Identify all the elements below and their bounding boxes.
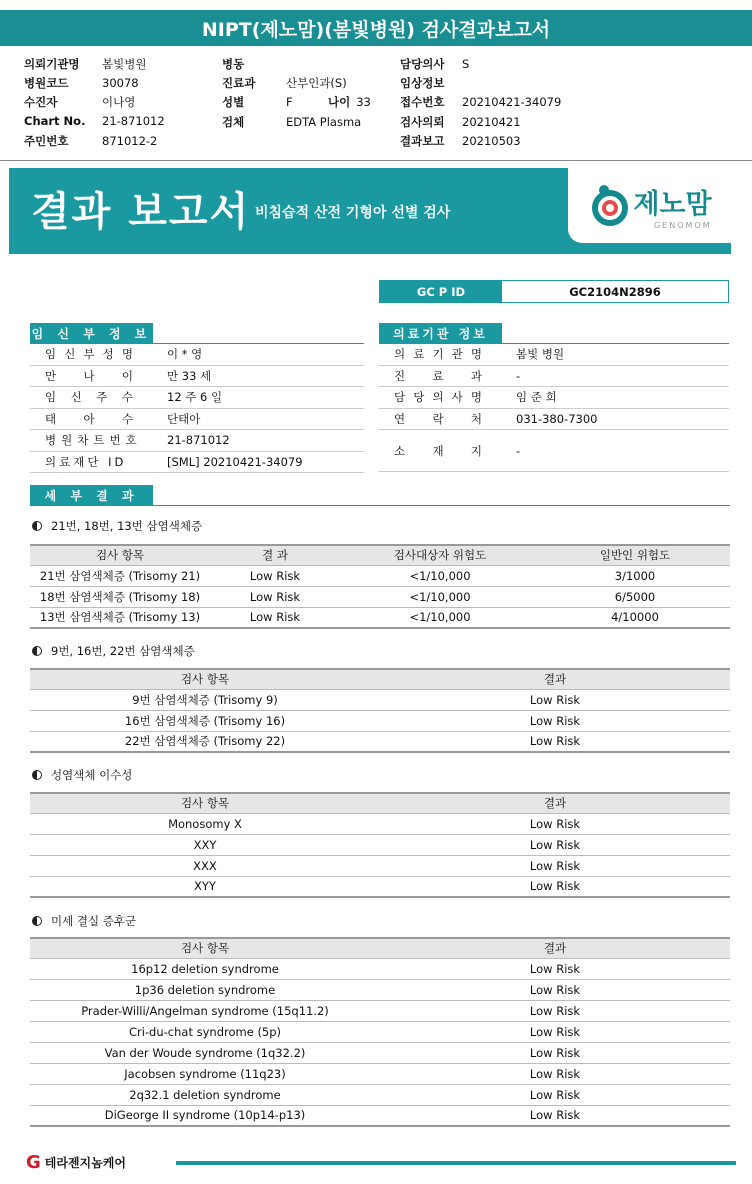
header-key: 임상정보 — [400, 76, 445, 90]
header-key: 진료과 — [222, 76, 256, 90]
header-field — [222, 75, 347, 91]
t3-header-cell: 결과 — [380, 793, 730, 813]
header-key: 검사의뢰 — [400, 115, 445, 129]
header-value: 이나영 — [102, 95, 136, 109]
t4-header-cell: 결과 — [380, 938, 730, 958]
header-field — [24, 56, 146, 72]
header-value: 20210503 — [462, 134, 521, 148]
logo-text: 제노맘 — [633, 188, 712, 220]
header-value: 33 — [356, 95, 371, 109]
t2-title: 9번, 16번, 22번 삼염색체증 — [32, 643, 195, 659]
t4-cell: Low Risk — [380, 1063, 730, 1084]
header-key: 의뢰기관명 — [24, 57, 80, 71]
clinic-value: 임 준 희 — [516, 390, 557, 405]
header-info — [0, 56, 752, 152]
t4-cell: Low Risk — [380, 958, 730, 979]
pregnant-value: 21-871012 — [167, 433, 230, 448]
t1-cell: 4/10000 — [540, 607, 730, 628]
header-key: 검체 — [222, 115, 245, 129]
t4-cell: 1p36 deletion syndrome — [30, 979, 380, 1000]
banner-subtitle: 비침습적 산전 기형아 선별 검사 — [255, 205, 451, 221]
section-pregnant-info: 임 신 부 정 보 — [30, 323, 153, 343]
header-key: 병동 — [222, 57, 245, 71]
footer-logo: G 테라젠지놈케어 — [26, 1152, 126, 1173]
clinic-label: 진 료 과 — [394, 368, 487, 383]
table-row — [30, 1084, 730, 1105]
clinic-row — [379, 387, 729, 409]
clinic-row — [379, 366, 729, 388]
divider — [30, 505, 730, 506]
t4-cell: DiGeorge II syndrome (10p14-p13) — [30, 1105, 380, 1126]
pregnant-value: 12 주 6 일 — [167, 390, 223, 405]
header-field — [24, 75, 139, 91]
pregnant-row — [30, 387, 364, 409]
pregnant-value: 단태아 — [167, 411, 201, 426]
header-key: 주민번호 — [24, 134, 69, 148]
clinic-info-table — [379, 344, 729, 472]
section-clinic-info: 의료기관 정보 — [379, 323, 502, 343]
half-circle-icon — [32, 916, 42, 926]
header-value: 산부인과(S) — [286, 76, 347, 90]
t2-cell: Low Risk — [380, 710, 730, 731]
t1-header-cell: 일반인 위험도 — [540, 545, 730, 565]
t1-cell: <1/10,000 — [340, 607, 540, 628]
clinic-label: 의 료 기 관 명 — [394, 347, 487, 362]
t1-cell: 6/5000 — [540, 586, 730, 607]
clinic-value: - — [516, 443, 521, 458]
pregnant-label: 임 신 부 성 명 — [45, 347, 138, 362]
t2-cell: 9번 삼염색체증 (Trisomy 9) — [30, 689, 380, 710]
t1-cell: 13번 삼염색체증 (Trisomy 13) — [30, 607, 210, 628]
table-row — [30, 834, 730, 855]
t1-cell: <1/10,000 — [340, 565, 540, 586]
t1-cell: Low Risk — [210, 586, 340, 607]
t3-header-cell: 검사 항목 — [30, 793, 380, 813]
divider — [176, 1161, 736, 1165]
t3-cell: Low Risk — [380, 834, 730, 855]
t4-title: 미세 결실 증후군 — [32, 913, 136, 929]
header-field — [24, 133, 157, 149]
pregnant-row — [30, 366, 364, 388]
logo-subtext: GENOMOM — [653, 220, 712, 230]
pregnant-value: 이 * 영 — [167, 347, 203, 362]
t1-title: 21번, 18번, 13번 삼염색체증 — [32, 518, 202, 534]
header-field — [24, 114, 165, 128]
clinic-label: 담 당 의 사 명 — [394, 390, 487, 405]
header-value: EDTA Plasma — [286, 115, 362, 129]
theragen-logo-icon: G — [26, 1152, 41, 1173]
t4-cell: Cri-du-chat syndrome (5p) — [30, 1021, 380, 1042]
header-field — [400, 56, 469, 72]
t2-cell: Low Risk — [380, 731, 730, 752]
t3-cell: Low Risk — [380, 855, 730, 876]
header-value: 20210421-34079 — [462, 95, 562, 109]
table-row — [30, 813, 730, 834]
report-title: NIPT(제노맘)(봄빛병원) 검사결과보고서 — [0, 10, 752, 46]
clinic-label: 소 재 지 — [394, 443, 487, 458]
genomom-logo-icon — [587, 183, 633, 229]
clinic-value: 031-380-7300 — [516, 411, 598, 426]
header-field — [24, 94, 135, 110]
table-row — [30, 710, 730, 731]
table-row — [30, 979, 730, 1000]
pregnant-row — [30, 409, 364, 431]
t2-cell: 22번 삼염색체증 (Trisomy 22) — [30, 731, 380, 752]
header-field — [328, 94, 371, 110]
t1-header-cell: 검사대상자 위험도 — [340, 545, 540, 565]
gcp-id-label: GC P ID — [380, 281, 502, 302]
header-value: F — [286, 95, 293, 109]
clinic-label: 연 락 처 — [394, 411, 487, 426]
t1-cell: Low Risk — [210, 565, 340, 586]
header-field — [400, 94, 561, 110]
t4-cell: Jacobsen syndrome (11q23) — [30, 1063, 380, 1084]
header-key: 성별 — [222, 95, 245, 109]
pregnant-row — [30, 430, 364, 452]
t4-cell: 2q32.1 deletion syndrome — [30, 1084, 380, 1105]
clinic-row — [379, 409, 729, 431]
t1-cell: 18번 삼염색체증 (Trisomy 18) — [30, 586, 210, 607]
trisomy-minor-table — [30, 668, 730, 753]
t4-cell: Low Risk — [380, 1021, 730, 1042]
pregnant-row — [30, 344, 364, 366]
pregnant-label: 병 원 차 트 번 호 — [45, 433, 142, 448]
t3-title: 성염색체 이수성 — [32, 767, 132, 783]
table-row — [30, 855, 730, 876]
header-key: Chart No. — [24, 114, 86, 128]
table-row — [30, 689, 730, 710]
banner — [9, 168, 731, 254]
pregnant-value: [SML] 20210421-34079 — [167, 454, 303, 469]
header-key: 담당의사 — [400, 57, 445, 71]
header-field — [222, 56, 286, 72]
header-field — [222, 94, 293, 110]
header-key: 결과보고 — [400, 134, 445, 148]
header-value: S — [462, 57, 470, 71]
table-row — [30, 1042, 730, 1063]
divider — [0, 160, 752, 161]
t3-cell: Monosomy X — [30, 813, 380, 834]
header-key: 접수번호 — [400, 95, 445, 109]
t4-cell: 16p12 deletion syndrome — [30, 958, 380, 979]
pregnant-value: 만 33 세 — [167, 368, 212, 383]
header-value: 30078 — [102, 76, 139, 90]
t4-cell: Low Risk — [380, 1084, 730, 1105]
t4-cell: Low Risk — [380, 1042, 730, 1063]
t3-cell: XXY — [30, 834, 380, 855]
pregnant-label: 만 나 이 — [45, 368, 138, 383]
section-detail-results: 세 부 결 과 — [30, 485, 153, 505]
pregnant-row — [30, 452, 364, 474]
gcp-id-value: GC2104N2896 — [569, 284, 661, 299]
t3-cell: XXX — [30, 855, 380, 876]
header-value: 871012-2 — [102, 134, 158, 148]
table-row — [30, 565, 730, 586]
table-row — [30, 607, 730, 628]
banner-title: 결과 보고서 — [31, 189, 251, 235]
pregnant-label: 태 아 수 — [45, 411, 138, 426]
t1-cell: Low Risk — [210, 607, 340, 628]
header-field — [400, 133, 521, 149]
t2-header-cell: 결과 — [380, 669, 730, 689]
t1-cell: <1/10,000 — [340, 586, 540, 607]
table-row — [30, 586, 730, 607]
clinic-row — [379, 430, 729, 472]
t4-header-cell: 검사 항목 — [30, 938, 380, 958]
header-field — [400, 114, 521, 130]
pregnant-label: 의료재단 ID — [45, 454, 127, 469]
t3-cell: XYY — [30, 876, 380, 897]
half-circle-icon — [32, 770, 42, 780]
header-key: 병원코드 — [24, 76, 69, 90]
t1-header-cell: 검사 항목 — [30, 545, 210, 565]
gcp-id-box — [379, 280, 729, 303]
t4-cell: Low Risk — [380, 979, 730, 1000]
t2-cell: Low Risk — [380, 689, 730, 710]
header-value: 21-871012 — [102, 114, 165, 128]
header-field — [222, 114, 361, 130]
half-circle-icon — [32, 646, 42, 656]
t3-cell: Low Risk — [380, 813, 730, 834]
header-value: 20210421 — [462, 115, 521, 129]
t4-cell: Prader-Willi/Angelman syndrome (15q11.2) — [30, 1000, 380, 1021]
t2-header-cell: 검사 항목 — [30, 669, 380, 689]
header-field — [400, 75, 462, 91]
t4-cell: Low Risk — [380, 1105, 730, 1126]
t3-cell: Low Risk — [380, 876, 730, 897]
clinic-value: - — [516, 368, 521, 383]
clinic-row — [379, 344, 729, 366]
t1-cell: 3/1000 — [540, 565, 730, 586]
table-row — [30, 876, 730, 897]
table-row — [30, 958, 730, 979]
table-row — [30, 1021, 730, 1042]
t4-cell: Van der Woude syndrome (1q32.2) — [30, 1042, 380, 1063]
table-row — [30, 1063, 730, 1084]
table-row — [30, 1000, 730, 1021]
t1-cell: 21번 삼염색체증 (Trisomy 21) — [30, 565, 210, 586]
t1-header-cell: 결 과 — [210, 545, 340, 565]
microdeletion-table — [30, 937, 730, 1127]
header-key: 나이 — [328, 95, 351, 109]
table-row — [30, 1105, 730, 1126]
clinic-value: 봄빛 병원 — [516, 347, 565, 362]
sex-chromosome-table — [30, 792, 730, 898]
half-circle-icon — [32, 521, 42, 531]
table-row — [30, 731, 730, 752]
genomom-logo — [568, 168, 731, 243]
trisomy-major-table — [30, 544, 730, 629]
header-key: 수진자 — [24, 95, 58, 109]
pregnant-info-table — [30, 344, 364, 473]
t2-cell: 16번 삼염색체증 (Trisomy 16) — [30, 710, 380, 731]
pregnant-label: 임 신 주 수 — [45, 390, 138, 405]
t4-cell: Low Risk — [380, 1000, 730, 1021]
header-value: 봄빛병원 — [102, 57, 147, 71]
